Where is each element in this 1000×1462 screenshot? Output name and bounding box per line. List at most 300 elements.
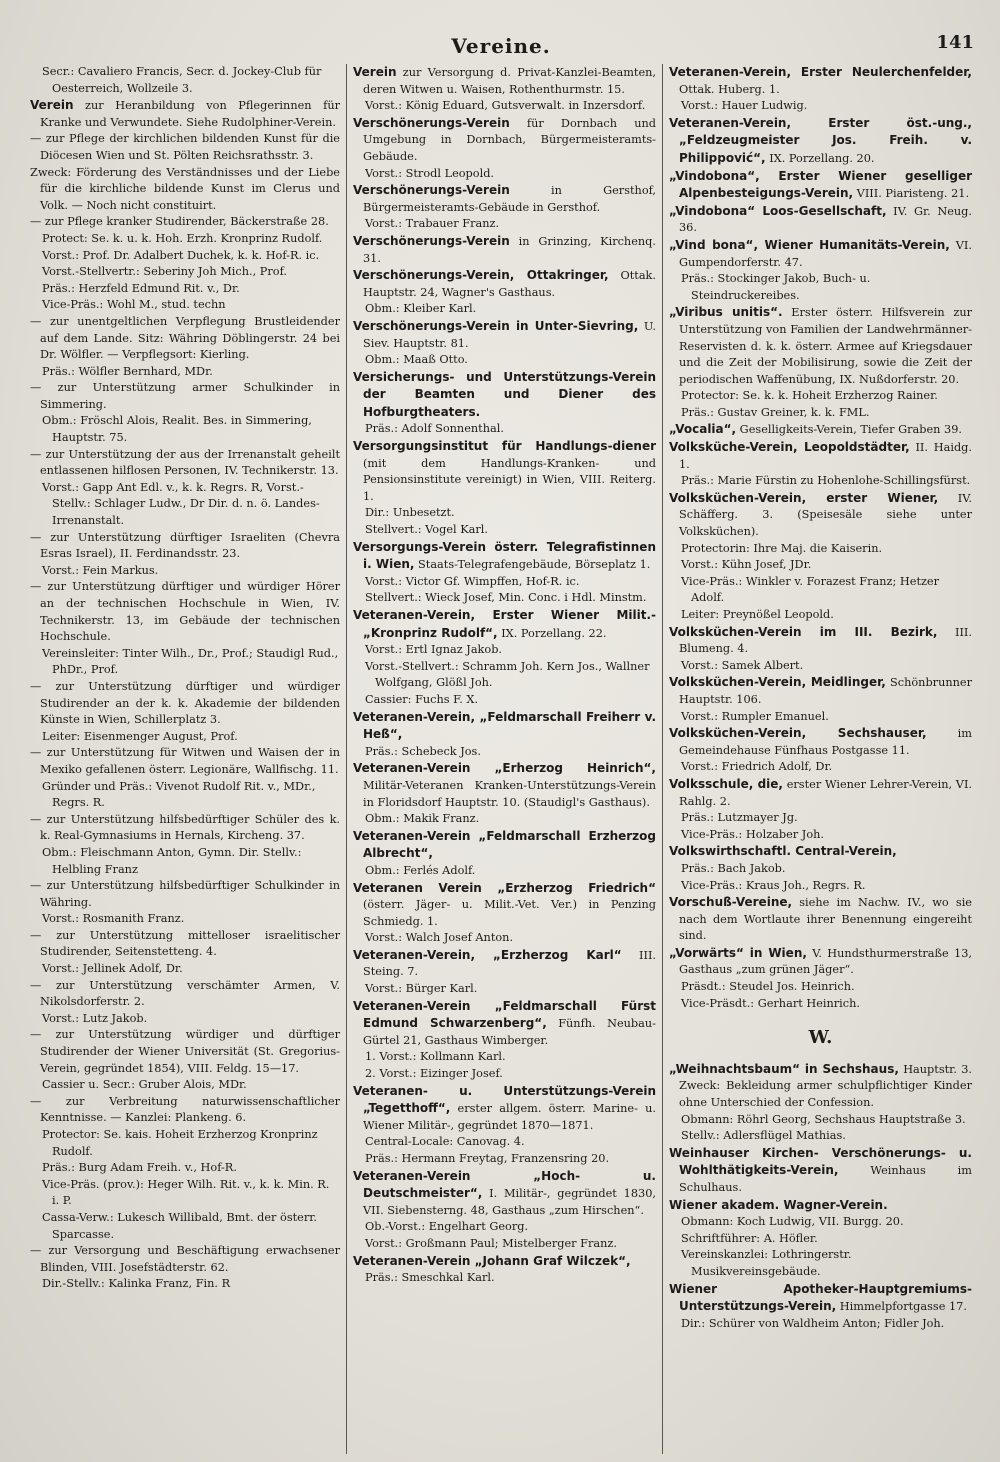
entry-detail — [353, 1270, 656, 1287]
entry-heading: Volksküchen-Verein, Sechshauser, — [669, 726, 927, 741]
entry-detail — [669, 1316, 972, 1333]
entry-text: Protector: Se. k. k. Hoheit Erzherzog Rainer. — [681, 389, 938, 403]
entry-detail — [669, 405, 972, 422]
entry-text: — zur Unterstützung dürftiger und würdiger Studirender an der k. k. Akademie der bildenden Künste in Wien, Schillerplatz 3. — [30, 679, 340, 727]
entry-text: IV. Schäfferg. 3. (Speisesäle siehe unter Volksküchen). — [679, 491, 972, 539]
entry — [353, 64, 656, 98]
entry-text: Vorst.: König Eduard, Gutsverwalt. in Inzersdorf. — [365, 99, 646, 113]
entry-text: — zur Unterstützung hilfsbedürftiger Schulkinder in Währing. — [30, 879, 340, 909]
entry-text: Gründer und Präs.: Vivenot Rudolf Rit. v., MDr., Regrs. R. — [42, 779, 316, 810]
entry-text: Präs.: Lutzmayer Jg. — [681, 811, 798, 825]
entry-text: 1. Vorst.: Kollmann Karl. — [365, 1050, 506, 1064]
entry-detail — [30, 364, 340, 381]
entry-heading: Verschönerungs-Verein, Ottakringer, — [353, 268, 609, 283]
entry — [30, 878, 340, 911]
entry-heading: Verein — [30, 98, 74, 113]
entry-text: Präs.: Marie Fürstin zu Hohenlohe-Schillingsfürst. — [681, 474, 971, 488]
entry-text: erster allgem. österr. Marine- u. Wiener Militär-, gegründet 1870—1871. — [363, 1102, 656, 1132]
entry-detail — [669, 607, 972, 624]
entry-text: Präs.: Wölfler Bernhard, MDr. — [42, 364, 213, 378]
entry-detail — [669, 1128, 972, 1145]
entry-detail — [353, 574, 656, 591]
entry-text: Weinhaus im Schulhaus. — [679, 1164, 972, 1194]
entry — [30, 380, 340, 413]
entry — [669, 64, 972, 98]
entry-heading: Veteranen-Verein, Erster öst.-ung., „Feldzeugmeister Jos. Freih. v. Philippović“, — [669, 115, 972, 165]
entry — [669, 203, 972, 237]
entry-text: U. Siev. Hauptstr. 81. — [363, 319, 657, 350]
entry — [30, 745, 340, 778]
entry-text: VI. Gumpendorferstr. 47. — [679, 238, 972, 269]
entry-text: Obm.: Maaß Otto. — [365, 353, 468, 367]
entry-text: Schönbrunner Hauptstr. 106. — [679, 676, 972, 706]
entry — [669, 490, 972, 541]
entry-text: — zur Unterstützung dürftiger und würdiger Hörer an der technischen Hochschule in Wien, IV. Technikerstr. 13, im Gebäude der technischen Hochschule. — [30, 580, 340, 644]
entry-detail — [30, 1177, 340, 1210]
entry-heading: „Vocalia“, — [669, 422, 737, 437]
entry-text: Ob.-Vorst.: Engelhart Georg. — [365, 1220, 529, 1234]
column-1 — [24, 64, 346, 1454]
entry-detail — [353, 216, 656, 233]
entry-text: Central-Locale: Canovag. 4. — [365, 1135, 525, 1149]
entry-text: Vorst.: Kühn Josef, JDr. — [681, 558, 812, 572]
entry — [669, 1145, 972, 1197]
entry — [353, 607, 656, 642]
entry-text: Vorst.: Rosmanith Franz. — [42, 912, 185, 926]
entry-text: Protectorin: Ihre Maj. die Kaiserin. — [681, 541, 883, 555]
entry-text: Cassier u. Secr.: Gruber Alois, MDr. — [42, 1078, 247, 1092]
entry-heading: Volkswirthschaftl. Central-Verein, — [669, 844, 897, 859]
entry-text: Ottak. Hauptstr. 24, Wagner's Gasthaus. — [363, 269, 656, 299]
entry-text: Präs.: Bach Jakob. — [681, 861, 786, 875]
entry-detail — [353, 1066, 656, 1083]
entry-text: Ottak. Huberg. 1. — [679, 82, 780, 96]
entry-detail — [30, 729, 340, 746]
entry-text: Vorst.: Strodl Leopold. — [365, 166, 495, 180]
entry — [30, 131, 340, 164]
entry-text: Vice-Präs.: Wohl M., stud. techn — [42, 298, 226, 312]
entry-text: Dir.: Schürer von Waldheim Anton; Fidler Joh. — [681, 1316, 945, 1330]
entry-heading: Wiener akadem. Wagner-Verein. — [669, 1197, 888, 1212]
entry — [669, 624, 972, 658]
entry — [30, 679, 340, 729]
entry-detail — [669, 709, 972, 726]
entry-heading: Veteranen-Verein „Hoch- u. Deutschmeister“, — [353, 1168, 656, 1201]
entry-detail — [353, 301, 656, 318]
columns — [24, 64, 978, 1454]
entry-heading: Versorgungsinstitut für Handlungs-diener — [353, 439, 656, 454]
entry-text: Leiter: Preynößel Leopold. — [681, 608, 834, 621]
entry-detail — [669, 759, 972, 776]
entry-heading: Veteranen-Verein, Erster Neulerchenfelder, — [669, 65, 972, 79]
entry-detail — [30, 264, 340, 281]
entry-text: Präs.: Smeschkal Karl. — [365, 1271, 495, 1285]
entry — [30, 447, 340, 480]
entry-text: IX. Porzellang. 22. — [497, 626, 607, 640]
entry-text: Vice-Präs.: Winkler v. Forazest Franz; Hetzer Adolf. — [681, 574, 940, 605]
entry-text: Geselligkeits-Verein, Tiefer Graben 39. — [736, 423, 962, 437]
entry-detail — [669, 979, 972, 996]
entry — [353, 539, 656, 574]
entry-detail — [669, 473, 972, 490]
entry — [30, 579, 340, 645]
entry-detail — [30, 646, 340, 679]
entry-text: in Gersthof, Bürgermeisteramts-Gebäude in Gersthof. — [363, 184, 656, 214]
entry — [353, 947, 656, 981]
entry-text: Vorst.: Rumpler Emanuel. — [681, 709, 829, 723]
entry-heading: Veteranen-Verein, Erster Wiener Milit.- „Kronprinz Rudolf“, — [353, 608, 656, 640]
entry-text: Obmann: Koch Ludwig, VII. Burgg. 20. — [681, 1215, 904, 1229]
entry-detail — [30, 563, 340, 580]
entry-detail — [353, 692, 656, 709]
entry-text: Vorst.: Gapp Ant Edl. v., k. k. Regrs. R, Vorst.-Stellv.: Schlager Ludw., Dr Dir. d. n. ö. Landes-Irrenanstalt. — [42, 480, 320, 528]
column-3 — [662, 64, 978, 1454]
entry-detail — [669, 658, 972, 675]
entry-heading: „Vorwärts“ in Wien, — [669, 945, 807, 960]
entry-text: — zur Unterstützung armer Schulkinder in Simmering. — [30, 381, 340, 411]
entry-text: — zur Unterstützung würdiger und dürftiger Studirender der Wiener Universität (St. Gregorius-Verein, gegründet 1854), VIII. Feldg. 15—17. — [30, 1028, 340, 1075]
entry-text: Vorst.: Fein Markus. — [42, 563, 159, 577]
entry-text: III. Blumeng. 4. — [679, 625, 972, 656]
entry-heading: Verschönerungs-Verein — [353, 233, 510, 248]
entry — [353, 998, 656, 1050]
entry-detail — [669, 1214, 972, 1231]
entry-heading: „Vind bona“, Wiener Humanitäts-Verein, — [669, 237, 950, 252]
entry-text: Vorst.: Großmann Paul; Mistelberger Franz. — [365, 1236, 617, 1250]
entry-text: Stellv.: Adlersflügel Mathias. — [681, 1129, 846, 1143]
entry-text: III. Steing. 7. — [363, 948, 656, 979]
entry-detail — [353, 505, 656, 522]
entry-text: Cassier: Fuchs F. X. — [365, 692, 479, 706]
entry-detail — [30, 1210, 340, 1243]
entry — [353, 709, 656, 744]
entry-heading: Veteranen-Verein „Feldmarschall Erzherzog Albrecht“, — [353, 828, 656, 861]
page-number: 141 — [936, 32, 974, 53]
entry-text: Vorst.-Stellvert.: Schramm Joh. Kern Jos., Wallner Wolfgang, Glößl Joh. — [365, 659, 650, 690]
entry-text: Präs.: Adolf Sonnenthal. — [365, 422, 504, 436]
entry-detail — [353, 98, 656, 115]
entry-heading: Volksküchen-Verein im III. Bezirk, — [669, 624, 938, 639]
entry — [353, 1253, 656, 1271]
entry-detail — [30, 297, 340, 314]
entry-text: Obm.: Makik Franz. — [365, 812, 480, 826]
entry-detail — [353, 1049, 656, 1066]
entry-text: zur Versorgung d. Privat-Kanzlei-Beamten, deren Witwen u. Waisen, Rothenthurmstr. 15. — [363, 66, 656, 96]
entry-text: VIII. Piaristeng. 21. — [853, 187, 970, 201]
entry-detail — [30, 1276, 340, 1293]
entry-text: siehe im Nachw. IV., wo sie nach dem Wortlaute ihrer Benennung eingereiht sind. — [679, 896, 972, 943]
entry-text: Dir.: Unbesetzt. — [365, 506, 455, 520]
entry-text: Vereinskanzlei: Lothringerstr. Musikvereinsgebäude. — [681, 1248, 852, 1278]
entry-detail — [353, 590, 656, 607]
entry — [30, 1243, 340, 1276]
entry — [30, 978, 340, 1011]
entry-detail — [353, 1134, 656, 1151]
entry-text: Cassa-Verw.: Lukesch Willibald, Bmt. der österr. Sparcasse. — [42, 1210, 318, 1241]
entry-text: Vice-Präs.: Holzaber Joh. — [681, 827, 824, 841]
entry — [669, 1197, 972, 1215]
entry — [353, 760, 656, 811]
entry-text: Himmelpfortgasse 17. — [836, 1300, 967, 1314]
entry-detail — [353, 744, 656, 761]
entry-heading: Wiener Apotheker-Hauptgremiums-Unterstützungs-Verein, — [669, 1281, 972, 1314]
entry — [30, 1027, 340, 1077]
entry-text: Obm.: Fleischmann Anton, Gymn. Dir. Stellv.: Helbling Franz — [42, 845, 302, 876]
entry-text: Fünfh. Neubau-Gürtel 21, Gasthaus Wimberger. — [363, 1017, 656, 1047]
entry-text: Vorst.: Hauer Ludwig. — [681, 99, 808, 113]
entry-text: — zur Pflege der kirchlichen bildenden Kunst für die Diöcesen Wien und St. Pölten Reichsrathsstr. 3. — [30, 132, 340, 162]
entry-heading: Veteranen-Verein, „Feldmarschall Freiherr v. Heß“, — [353, 709, 656, 742]
entry-text: Präs.: Gustav Greiner, k. k. FML. — [681, 405, 870, 419]
entry-text: Vorst.: Ertl Ignaz Jakob. — [365, 643, 503, 657]
entry — [353, 1083, 656, 1135]
entry-text: Vorst.: Trabauer Franz. — [365, 217, 500, 231]
entry-heading: Veteranen- u. Unterstützungs-Verein „Tegetthoff“, — [353, 1083, 656, 1116]
entry-detail — [30, 281, 340, 298]
entry-heading: Vorschuß-Vereine, — [669, 895, 793, 910]
entry-text: Militär-Veteranen Kranken-Unterstützungs-Verein in Floridsdorf Hauptstr. 10. (Staudigl's Gasthaus). — [363, 778, 656, 809]
entry — [669, 776, 972, 810]
entry-text: — zur Unterstützung verschämter Armen, V. Nikolsdorferstr. 2. — [30, 978, 340, 1009]
entry-text: Präs.: Herzfeld Edmund Rit. v., Dr. — [42, 281, 240, 295]
entry-text: Protector: Se. kais. Hoheit Erzherzog Kronprinz Rudolf. — [42, 1128, 318, 1158]
entry-heading: „Vindobona“, Erster Wiener geselliger Alpenbesteigungs-Verein, — [669, 168, 972, 201]
entry-detail — [669, 541, 972, 558]
entry-text: Vorst.: Prof. Dr. Adalbert Duchek, k. k. Hof-R. ic. — [42, 248, 320, 262]
entry-heading: Volksküchen-Verein, Meidlinger, — [669, 675, 886, 690]
entry-text: — zur Pflege kranker Studirender, Bäckerstraße 28. — [30, 215, 329, 229]
entry — [30, 812, 340, 845]
entry — [353, 369, 656, 422]
entry-heading: Veteranen Verein „Erzherzog Friedrich“ — [353, 880, 656, 895]
entry-text: Obmann: Röhrl Georg, Sechshaus Hauptstraße 3. — [681, 1112, 966, 1126]
entry-heading: Veteranen-Verein „Erherzog Heinrich“, — [353, 761, 656, 776]
entry-detail — [353, 981, 656, 998]
entry-detail — [30, 64, 340, 97]
entry-detail — [353, 811, 656, 828]
entry-heading: Versorgungs-Verein österr. Telegrafistinnen i. Wien, — [353, 539, 656, 572]
entry-text: Vorst.: Jellinek Adolf, Dr. — [42, 962, 183, 976]
entry — [30, 530, 340, 563]
section-letter-w: W. — [808, 1027, 833, 1049]
entry-heading: Volksküchen-Verein, erster Wiener, — [669, 490, 939, 505]
entry-detail — [353, 1236, 656, 1253]
entry — [353, 828, 656, 863]
entry-text: in Grinzing, Kirchenq. 31. — [363, 234, 656, 265]
entry — [669, 237, 972, 271]
entry-text: Vorst.: Friedrich Adolf, Dr. — [681, 760, 833, 774]
entry — [353, 1168, 656, 1220]
entry-heading: Versicherungs- und Unterstützungs-Verein der Beamten und Diener des Hofburgtheaters. — [353, 369, 656, 419]
entry — [669, 725, 972, 759]
entry-text: 2. Vorst.: Eizinger Josef. — [365, 1067, 503, 1081]
entry-text: — zur Unterstützung der aus der Irrenanstalt geheilt entlassenen hilflosen Personen, IV. Technikerstr. 13. — [30, 447, 340, 478]
entry — [669, 1281, 972, 1316]
entry-text: (mit dem Handlungs-Kranken- und Pensionsinstitute vereinigt) in Wien, VIII. Reiterg. 1. — [363, 456, 656, 503]
entry-detail — [353, 863, 656, 880]
entry-detail — [669, 827, 972, 844]
entry-detail — [30, 961, 340, 978]
entry — [669, 945, 972, 979]
entry-text: Vorst.: Walch Josef Anton. — [365, 931, 514, 945]
entry-detail — [30, 1160, 340, 1177]
entry-detail — [669, 98, 972, 115]
entry — [30, 165, 340, 215]
entry-detail — [30, 911, 340, 928]
entry-detail — [669, 1247, 972, 1280]
entry-heading: „Weihnachtsbaum“ in Sechshaus, — [669, 1061, 899, 1076]
column-3-v-entries — [669, 64, 972, 1012]
entry-text: Leiter: Eisenmenger August, Prof. — [42, 729, 238, 743]
entry-text: Präs.: Schebeck Jos. — [365, 744, 481, 758]
entry — [669, 304, 972, 388]
entry-text: Protect: Se. k. u. k. Hoh. Erzh. Kronprinz Rudolf. — [42, 231, 323, 245]
column-3-w-entries — [669, 1061, 972, 1333]
entry-text: Vorst.: Victor Gf. Wimpffen, Hof-R. ic. — [365, 574, 580, 588]
entry-detail — [669, 810, 972, 827]
entry-detail — [353, 166, 656, 183]
entry-text: Vorst.: Lutz Jakob. — [42, 1011, 148, 1025]
entry-detail — [669, 557, 972, 574]
entry-heading: „Vindobona“ Loos-Gesellschaft, — [669, 203, 887, 218]
entry-heading: Volksküche-Verein, Leopoldstädter, — [669, 440, 910, 455]
entry-text: Präs.: Hermann Freytag, Franzensring 20. — [365, 1152, 610, 1165]
entry-text: Vorst.-Stellvertr.: Seberiny Joh Mich., Prof. — [42, 265, 287, 279]
entry-text: — zur unentgeltlichen Verpflegung Brustleidender auf dem Lande. Sitz: Währing Döblingerstr. 24 bei Dr. Wölfler. — Verpflegsort: Kierling. — [30, 314, 340, 362]
entry — [669, 1061, 972, 1112]
entry-detail — [353, 421, 656, 438]
entry-text: V. Hundsthurmerstraße 13, Gasthaus „zum grünen Jäger“. — [679, 946, 972, 977]
entry-text: (österr. Jäger- u. Milit.-Vet. Ver.) in Penzing Schmiedg. 1. — [363, 898, 656, 928]
entry-text: Vorst.: Samek Albert. — [681, 658, 804, 672]
entry-text: Staats-Telegrafengebäude, Börseplatz 1. — [414, 558, 651, 572]
entry-detail — [353, 659, 656, 692]
entry-text: im Gemeindehause Fünfhaus Postgasse 11. — [679, 727, 973, 757]
entry-text: Präs.: Stockinger Jakob, Buch- u. Steindruckereibes. — [681, 272, 871, 302]
entry — [669, 674, 972, 708]
entry-text: Präs.: Burg Adam Freih. v., Hof-R. — [42, 1161, 237, 1175]
entry-detail — [353, 930, 656, 947]
entry-detail — [30, 231, 340, 248]
entry-detail — [669, 996, 972, 1013]
entry-text: Hauptstr. 3. Zweck: Bekleidung armer schulpflichtiger Kinder ohne Unterschied der Confession. — [679, 1062, 972, 1110]
entry-detail — [353, 642, 656, 659]
entry-text: Zweck: Förderung des Verständnisses und der Liebe für die kirchliche bildende Kunst im Clerus und Volk. — Noch nicht constituirt. — [30, 165, 340, 212]
entry-text: — zur Unterstützung mittelloser israelitischer Studirender, Seitenstetteng. 4. — [30, 928, 340, 959]
entry-text: Vice-Präs.: Kraus Joh., Regrs. R. — [681, 878, 866, 892]
entry — [30, 928, 340, 961]
entry — [353, 880, 656, 931]
entry — [353, 267, 656, 301]
page-title: Vereine. — [451, 34, 551, 58]
entry-text: — zur Versorgung und Beschäftigung erwachsener Blinden, VIII. Josefstädterstr. 62. — [30, 1244, 340, 1274]
entry-heading: „Viribus unitis“. — [669, 305, 783, 320]
entry-text: Obm.: Fröschl Alois, Realit. Bes. in Simmering, Hauptstr. 75. — [42, 414, 312, 445]
entry-detail — [669, 861, 972, 878]
entry-detail — [30, 1011, 340, 1028]
entry-detail — [353, 1151, 656, 1168]
entry — [669, 168, 972, 203]
entry-text: Vereinsleiter: Tinter Wilh., Dr., Prof.; Staudigl Rud., PhDr., Prof. — [42, 646, 339, 677]
entry-detail — [30, 480, 340, 530]
entry — [30, 1094, 340, 1127]
entry — [353, 233, 656, 267]
entry-heading: Verschönerungs-Verein — [353, 183, 510, 198]
entry-heading: Weinhauser Kirchen- Verschönerungs- u. Wohlthätigkeits-Verein, — [669, 1145, 972, 1178]
entry-text: Vice-Präsdt.: Gerhart Heinrich. — [681, 996, 860, 1010]
entry-text: für Dornbach und Umgebung in Dornbach, Bürgermeisteramts-Gebäude. — [363, 116, 656, 163]
entry — [353, 182, 656, 216]
entry-text: Schriftführer: A. Höfler. — [681, 1231, 818, 1245]
entry-text: — zur Verbreitung naturwissenschaftlicher Kenntnisse. — Kanzlei: Plankeng. 6. — [30, 1094, 340, 1125]
entry — [353, 318, 656, 352]
entry-detail — [669, 1231, 972, 1248]
entry-detail — [669, 574, 972, 607]
entry-text: Erster österr. Hilfsverein zur Unterstützung von Familien der Landwehrmänner-Reservisten d. k. k. österr. Armee auf Kriegsdauer und die Zeit der Mobilisirung, sowie die Zeit der periodischen Waffenübung, IX. Nußdorferstr. 20. — [679, 306, 972, 386]
entry-text: IX. Porzellang. 20. — [765, 151, 875, 165]
entry-detail — [30, 1077, 340, 1094]
entry — [30, 214, 340, 231]
entry-text: zur Heranbildung von Pflegerinnen für Kranke und Verwundete. Siehe Rudolphiner-Verein. — [40, 99, 340, 129]
entry — [669, 894, 972, 945]
entry-detail — [669, 271, 972, 304]
entry-text: Dir.-Stellv.: Kalinka Franz, Fin. R — [42, 1277, 231, 1291]
entry-detail — [669, 878, 972, 895]
entry — [669, 421, 972, 439]
entry-text: — zur Unterstützung dürftiger Israeliten (Chevra Esras Israel), II. Ferdinandsstr. 23. — [30, 530, 340, 561]
entry — [353, 438, 656, 505]
entry-text: Vorst.: Bürger Karl. — [365, 982, 478, 996]
entry-text: Stellvert.: Vogel Karl. — [365, 523, 489, 537]
entry — [669, 843, 972, 861]
entry-detail — [353, 1219, 656, 1236]
entry-detail — [30, 845, 340, 878]
entry-text: IV. Gr. Neug. 36. — [679, 204, 972, 235]
entry-detail — [353, 522, 656, 539]
entry-detail — [669, 388, 972, 405]
entry-detail — [30, 413, 340, 446]
page-header — [24, 34, 978, 64]
entry-text: — zur Unterstützung für Witwen und Waisen der in Mexiko gefallenen österr. Legionäre, Wallfischg. 11. — [30, 746, 340, 776]
entry — [30, 97, 340, 131]
entry-heading: Verein — [353, 65, 397, 79]
entry-heading: Volksschule, die, — [669, 776, 783, 791]
entry-detail — [30, 1127, 340, 1160]
column-2 — [346, 64, 662, 1454]
entry — [30, 314, 340, 364]
entry-text: Obm.: Ferlés Adolf. — [365, 863, 476, 877]
entry — [353, 115, 656, 166]
entry-heading: Veteranen-Verein „Johann Graf Wilczek“, — [353, 1253, 631, 1268]
entry-heading: Verschönerungs-Verein in Unter-Sievring, — [353, 318, 639, 333]
entry-text: Secr.: Cavaliero Francis, Secr. d. Jockey-Club für Oesterreich, Wollzeile 3. — [42, 65, 322, 95]
entry-detail — [669, 1112, 972, 1129]
entry-detail — [353, 352, 656, 369]
entry-heading: Veteranen-Verein, „Erzherzog Karl“ — [353, 947, 622, 962]
entry-heading: Veteranen-Verein „Feldmarschall Fürst Edmund Schwarzenberg“, — [353, 998, 656, 1031]
entry-text: I. Militär-, gegründet 1830, VII. Siebensterng. 48, Gasthaus „zum Hirschen“. — [363, 1187, 656, 1217]
entry-text: erster Wiener Lehrer-Verein, VI. Rahlg. 2. — [679, 777, 972, 808]
entry-detail — [30, 248, 340, 265]
entry-text: — zur Unterstützung hilfsbedürftiger Schüler des k. k. Real-Gymnasiums in Hernals, Kircheng. 37. — [30, 812, 340, 843]
entry-heading: Verschönerungs-Verein — [353, 115, 510, 130]
entry — [669, 115, 972, 168]
entry-text: Präsdt.: Steudel Jos. Heinrich. — [681, 980, 855, 994]
entry-text: Stellvert.: Wieck Josef, Min. Conc. i Hdl. Minstm. — [365, 591, 647, 605]
entry-text: Vice-Präs. (prov.): Heger Wilh. Rit. v., k. k. Min. R. i. P. — [42, 1177, 330, 1208]
entry — [669, 439, 972, 473]
entry-text: II. Haidg. 1. — [679, 441, 972, 471]
